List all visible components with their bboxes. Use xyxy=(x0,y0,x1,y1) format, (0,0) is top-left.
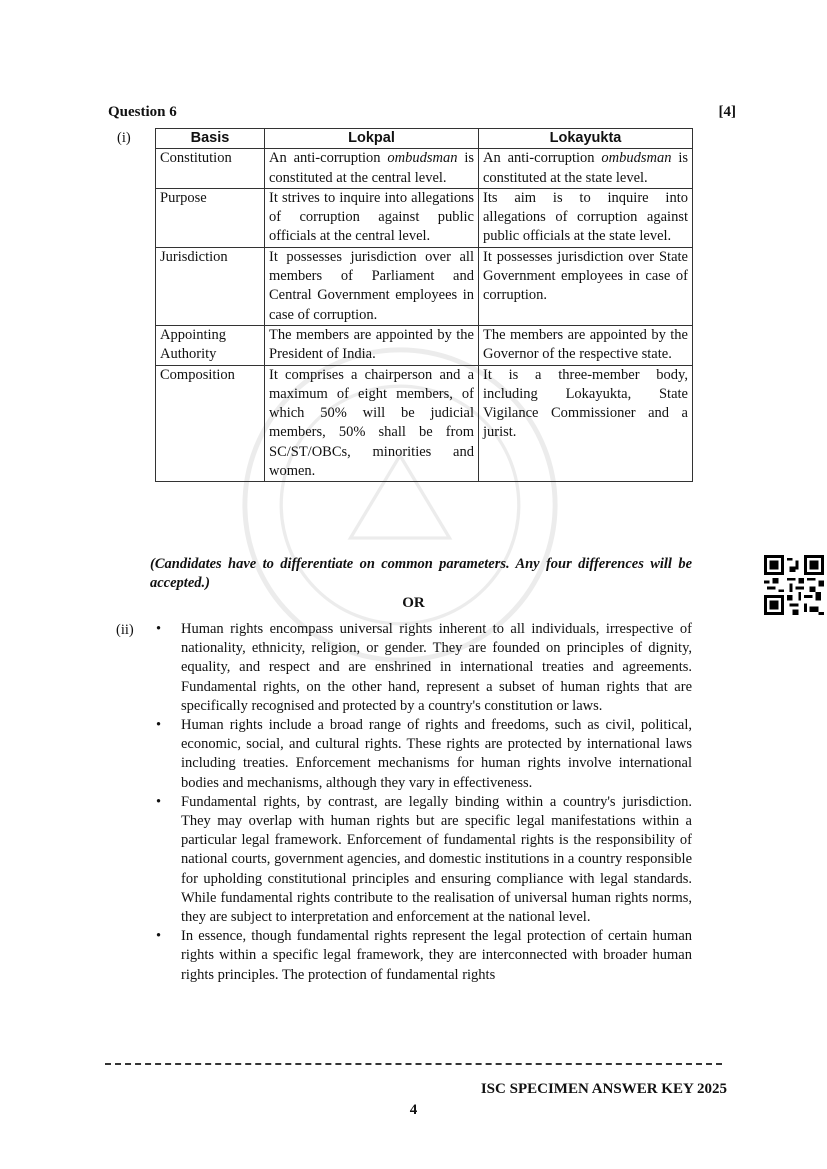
row-lokpal-value: It comprises a chairperson and a maximum of eight members, of which 50% will be judicial members, 50% shall be from SC/ST/OBCs, minorities and women. xyxy=(265,365,479,482)
candidate-note: (Candidates have to differentiate on common parameters. Any four differences will be accepted.) xyxy=(150,556,692,591)
page-number: 4 xyxy=(409,1102,418,1118)
row-basis: Constitution xyxy=(156,149,265,189)
list-item: • Human rights encompass universal rights inherent to all individuals, irrespective of nationality, ethnicity, religion, or gender. They are founded on principles of dignity, equality, and respect and are enshrined in international treaties and agreements. Fundamental rights, on the other hand, represent a subset of human rights that are specifically recognised and protected by a country's constitution or laws. xyxy=(156,621,692,714)
row-basis: Jurisdiction xyxy=(156,247,265,325)
bullet-icon: • xyxy=(156,717,162,734)
list-item: • In essence, though fundamental rights represent the legal protection of certain human rights within a specific legal framework, they are interconnected with broader human rights principles. The protection of fundamental rights xyxy=(156,928,692,983)
table-row xyxy=(156,149,693,189)
question-title: Question 6 xyxy=(108,104,177,120)
row-lokpal-value: It possesses jurisdiction over all members of Parliament and Central Government employees in case of corruption. xyxy=(265,247,479,325)
bullet-icon: • xyxy=(156,928,162,945)
footer-title: ISC SPECIMEN ANSWER KEY 2025 xyxy=(480,1081,727,1097)
part-i-label: (i) xyxy=(117,130,131,146)
question-header xyxy=(108,104,736,124)
question-marks: [4] xyxy=(718,104,736,120)
row-basis: Appointing Authority xyxy=(156,325,265,365)
row-lokayukta-value: The members are appointed by the Governor of the respective state. xyxy=(479,325,693,365)
table-row xyxy=(156,325,693,365)
row-lokayukta-value: It possesses jurisdiction over State Government employees in case of corruption. xyxy=(479,247,693,325)
list-item: • Human rights include a broad range of rights and freedoms, such as civil, political, economic, social, and cultural rights. These rights are protected by international laws including treaties. Enforcement mechanisms for human rights involve international bodies and mechanisms, although they vary in effectiveness. xyxy=(156,717,692,791)
lokpal-lokayukta-table xyxy=(155,128,693,482)
list-item: • Fundamental rights, by contrast, are legally binding within a country's jurisdiction. They may overlap with human rights but are specific legal manifestations within a particular legal framework. Enforcement of fundamental rights is the responsibility of national courts, government agencies, and domestic institutions in a country responsible for upholding constitutional principles and ensuring compliance with legal standards. While fundamental rights contribute to the realisation of universal human rights norms, they are subject to interpretation and enforcement at the national level. xyxy=(156,793,692,926)
column-header-lokayukta: Lokayukta xyxy=(479,129,693,149)
qr-code-icon xyxy=(764,555,824,615)
bullet-icon: • xyxy=(156,621,162,637)
row-basis: Composition xyxy=(156,365,265,482)
table-row xyxy=(156,188,693,247)
column-header-basis: Basis xyxy=(156,129,265,149)
row-lokayukta-value: Its aim is to inquire into allegations of corruption against public officials at the state level. xyxy=(479,188,693,247)
column-header-lokpal: Lokpal xyxy=(265,129,479,149)
bullet-icon: • xyxy=(156,793,162,810)
row-lokayukta-value: An anti-corruption ombudsman is constituted at the state level. xyxy=(479,149,693,189)
row-lokpal-value: The members are appointed by the President of India. xyxy=(265,325,479,365)
human-rights-bullet-list xyxy=(156,620,692,985)
part-ii-label: (ii) xyxy=(116,622,134,638)
table-header-row xyxy=(156,129,693,149)
row-lokpal-value: An anti-corruption ombudsman is constituted at the central level. xyxy=(265,149,479,189)
table-row xyxy=(156,247,693,325)
row-lokayukta-value: It is a three-member body, including Lokayukta, State Vigilance Commissioner and a jurist. xyxy=(479,365,693,482)
footer-divider xyxy=(105,1063,722,1065)
row-lokpal-value: It strives to inquire into allegations of corruption against public officials at the central level. xyxy=(265,188,479,247)
table-row xyxy=(156,365,693,482)
or-separator: OR xyxy=(402,595,425,611)
row-basis: Purpose xyxy=(156,188,265,247)
